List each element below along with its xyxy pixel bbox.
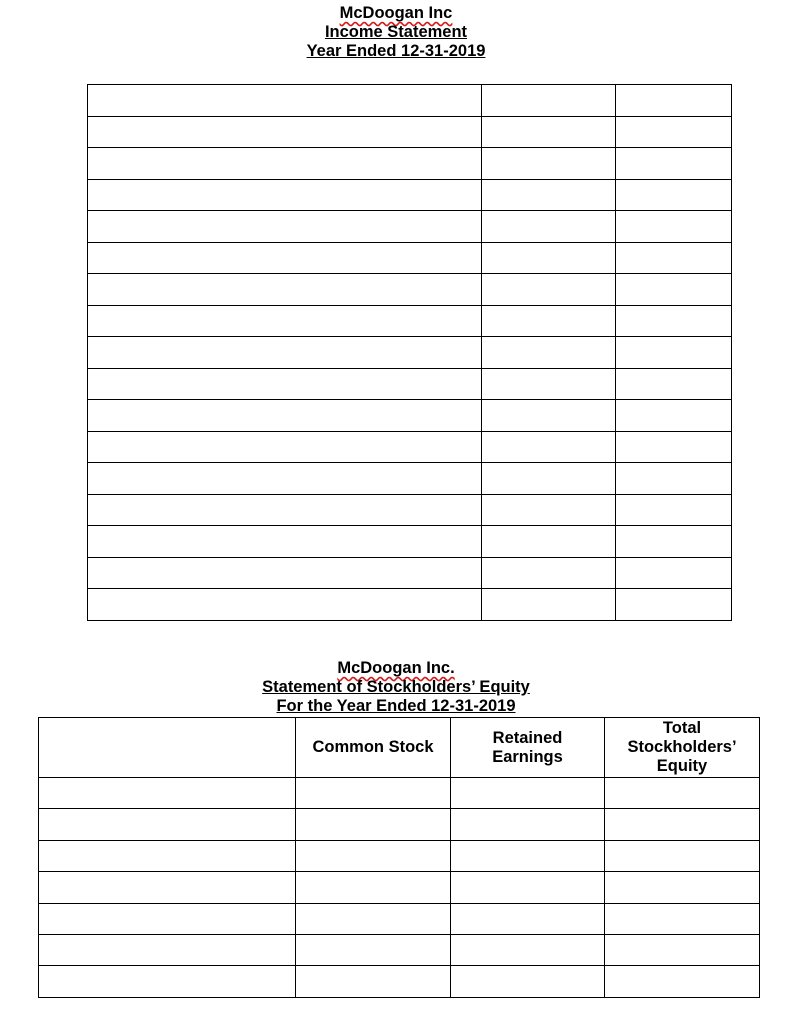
table-cell [482, 148, 616, 180]
table-cell [296, 934, 451, 965]
table-cell [616, 85, 732, 117]
table-cell [39, 903, 296, 934]
table-cell [88, 400, 482, 432]
table-cell [482, 116, 616, 148]
equity-table-row [39, 809, 760, 840]
table-cell [482, 400, 616, 432]
table-cell [616, 589, 732, 621]
table-cell [605, 840, 760, 871]
table-cell [616, 242, 732, 274]
income-table-row [88, 431, 732, 463]
income-statement-body [88, 85, 732, 621]
table-cell [616, 274, 732, 306]
table-cell [605, 934, 760, 965]
income-table-row [88, 526, 732, 558]
table-cell [88, 589, 482, 621]
income-table-row [88, 368, 732, 400]
table-cell [482, 526, 616, 558]
equity-statement-period: For the Year Ended 12-31-2019 [276, 697, 516, 715]
table-cell [605, 778, 760, 809]
header-description [39, 718, 296, 778]
table-cell [616, 463, 732, 495]
table-cell [605, 903, 760, 934]
equity-statement-body [39, 778, 760, 998]
table-cell [616, 148, 732, 180]
table-cell [605, 809, 760, 840]
table-cell [296, 872, 451, 903]
equity-header-row [39, 718, 760, 778]
table-cell [616, 400, 732, 432]
income-table-row [88, 211, 732, 243]
income-table-row [88, 557, 732, 589]
income-company-name: McDoogan Inc [339, 4, 453, 22]
income-table-row [88, 337, 732, 369]
table-cell [482, 274, 616, 306]
equity-table-row [39, 778, 760, 809]
table-cell [88, 85, 482, 117]
table-cell [482, 211, 616, 243]
table-cell [296, 809, 451, 840]
table-cell [616, 116, 732, 148]
table-cell [482, 368, 616, 400]
table-cell [296, 840, 451, 871]
table-cell [39, 872, 296, 903]
table-cell [482, 431, 616, 463]
table-cell [451, 966, 605, 997]
table-cell [616, 305, 732, 337]
equity-table-row [39, 966, 760, 997]
table-cell [616, 179, 732, 211]
table-cell [296, 966, 451, 997]
table-cell [88, 494, 482, 526]
table-cell [88, 148, 482, 180]
income-table-row [88, 494, 732, 526]
equity-statement-table [38, 717, 760, 998]
income-table-row [88, 85, 732, 117]
table-cell [616, 494, 732, 526]
table-cell [88, 274, 482, 306]
table-cell [88, 242, 482, 274]
table-cell [88, 431, 482, 463]
equity-table-row [39, 872, 760, 903]
income-table-row [88, 589, 732, 621]
income-table-row [88, 274, 732, 306]
income-statement-title: Income Statement [324, 23, 468, 41]
equity-statement-title: Statement of Stockholders’ Equity [262, 678, 530, 696]
income-table-row [88, 305, 732, 337]
table-cell [39, 778, 296, 809]
table-cell [296, 778, 451, 809]
table-cell [482, 305, 616, 337]
table-cell [482, 494, 616, 526]
header-total-equity: Total Stockholders’ Equity [605, 718, 760, 778]
equity-table-row [39, 903, 760, 934]
table-cell [88, 116, 482, 148]
table-cell [451, 934, 605, 965]
table-cell [482, 463, 616, 495]
equity-statement-heading [0, 659, 792, 716]
income-table-row [88, 179, 732, 211]
income-table-row [88, 463, 732, 495]
table-cell [39, 966, 296, 997]
table-cell [482, 179, 616, 211]
table-cell [616, 211, 732, 243]
equity-company-name: McDoogan Inc. [337, 659, 455, 677]
header-retained-earnings: Retained Earnings [451, 718, 605, 778]
table-cell [616, 431, 732, 463]
table-cell [39, 840, 296, 871]
table-cell [88, 179, 482, 211]
equity-table-row [39, 840, 760, 871]
header-common-stock: Common Stock [296, 718, 451, 778]
table-cell [451, 809, 605, 840]
table-cell [451, 903, 605, 934]
table-cell [39, 934, 296, 965]
table-cell [616, 368, 732, 400]
table-cell [482, 337, 616, 369]
table-cell [451, 872, 605, 903]
table-cell [296, 903, 451, 934]
income-table-row [88, 242, 732, 274]
table-cell [482, 242, 616, 274]
table-cell [39, 809, 296, 840]
table-cell [616, 526, 732, 558]
table-cell [482, 85, 616, 117]
income-statement-heading [0, 4, 792, 61]
table-cell [88, 368, 482, 400]
table-cell [605, 872, 760, 903]
equity-table-row [39, 934, 760, 965]
table-cell [616, 337, 732, 369]
income-statement-table [87, 84, 732, 621]
table-cell [605, 966, 760, 997]
income-table-row [88, 400, 732, 432]
table-cell [482, 589, 616, 621]
table-cell [88, 337, 482, 369]
table-cell [482, 557, 616, 589]
table-cell [88, 305, 482, 337]
table-cell [88, 557, 482, 589]
income-table-row [88, 116, 732, 148]
table-cell [616, 557, 732, 589]
table-cell [88, 526, 482, 558]
income-statement-period: Year Ended 12-31-2019 [306, 42, 486, 60]
table-cell [88, 463, 482, 495]
table-cell [451, 778, 605, 809]
table-cell [88, 211, 482, 243]
table-cell [451, 840, 605, 871]
income-table-row [88, 148, 732, 180]
